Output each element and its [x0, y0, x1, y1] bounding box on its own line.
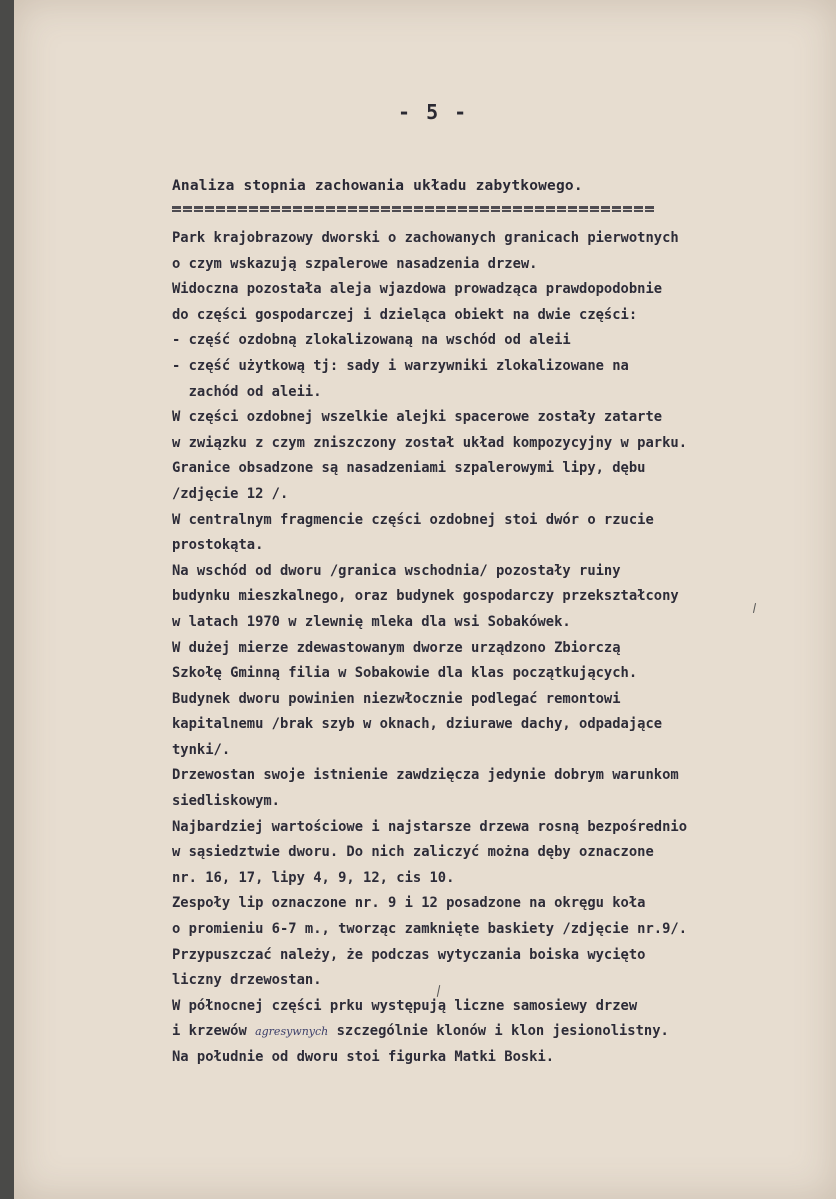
text-line: zachód od aleii. [172, 383, 322, 400]
text-line: tynki/. [172, 741, 231, 758]
text-line: Zespoły lip oznaczone nr. 9 i 12 posadzone na okręgu koła [172, 895, 646, 912]
document-sheet [14, 0, 836, 1199]
text-line: kapitalnemu /brak szyb w oknach, dziurawe dachy, odpadające [172, 716, 663, 733]
text-line: W części ozdobnej wszelkie alejki spacerowe zostały zatarte [172, 409, 663, 426]
text-line: o czym wskazują szpalerowe nasadzenia drzew. [172, 255, 538, 272]
text-line: Budynek dworu powinien niezwłocznie podlegać remontowi [172, 690, 621, 707]
text-fragment: szczególnie klonów i klon jesionolistny. [336, 1023, 669, 1040]
text-line: budynku mieszkalnego, oraz budynek gospodarczy przekształcony [172, 588, 679, 605]
text-line: Przypuszczać należy, że podczas wytyczania boiska wycięto [172, 946, 646, 963]
text-line: Na południe od dworu stoi figurka Matki Boski. [172, 1049, 555, 1065]
text-line: nr. 16, 17, lipy 4, 9, 12, cis 10. [172, 869, 455, 886]
text-line: W północnej części prku występują liczne samosiewy drzew [172, 997, 638, 1014]
text-line: Na wschód od dworu /granica wschodnia/ pozostały ruiny [172, 562, 621, 579]
text-line: /zdjęcie 12 /. [172, 485, 289, 502]
text-line: w sąsiedztwie dworu. Do nich zaliczyć można dęby oznaczone [172, 844, 654, 861]
text-line: do części gospodarczej i dzieląca obiekt na dwie części: [172, 306, 638, 323]
heading-underline [172, 206, 656, 212]
text-line: Park krajobrazowy dworski o zachowanych granicach pierwotnych [172, 230, 679, 246]
text-line: Granice obsadzone są nasadzeniami szpalerowymi lipy, dębu [172, 460, 646, 477]
text-line: Najbardziej wartościowe i najstarsze drzewa rosną bezpośrednio [172, 818, 687, 835]
body-text [172, 226, 832, 1071]
text-line: W dużej mierze zdewastowanym dworze urządzono Zbiorczą [172, 639, 621, 656]
text-line: w związku z czym zniszczony został układ kompozycyjny w parku. [172, 434, 687, 451]
text-fragment: i krzewów [172, 1023, 247, 1040]
text-line: o promieniu 6-7 m., tworząc zamknięte baskiety /zdjęcie nr.9/. [172, 921, 687, 938]
text-line: Szkołę Gminną filia w Sobakowie dla klas początkujących. [172, 665, 638, 682]
handwritten-insertion: agresywnych [255, 1025, 329, 1039]
section-heading: Analiza stopnia zachowania układu zabytkowego. [172, 178, 583, 194]
text-line: Drzewostan swoje istnienie zawdzięcza jedynie dobrym warunkom [172, 767, 679, 784]
text-line: W centralnym fragmencie części ozdobnej stoi dwór o rzucie [172, 511, 654, 528]
text-line: prostokąta. [172, 537, 264, 554]
text-line: w latach 1970 w zlewnię mleka dla wsi Sobakówek. [172, 613, 571, 630]
text-line: Widoczna pozostała aleja wjazdowa prowadząca prawdopodobnie [172, 281, 663, 298]
text-line-with-insert [172, 1019, 832, 1045]
page-number: - 5 - [398, 100, 469, 124]
text-line: siedliskowym. [172, 793, 280, 810]
text-line: liczny drzewostan. [172, 972, 322, 989]
text-line: - część ozdobną zlokalizowaną na wschód od aleii [172, 332, 571, 349]
text-line: - część użytkową tj: sady i warzywniki zlokalizowane na [172, 357, 629, 374]
